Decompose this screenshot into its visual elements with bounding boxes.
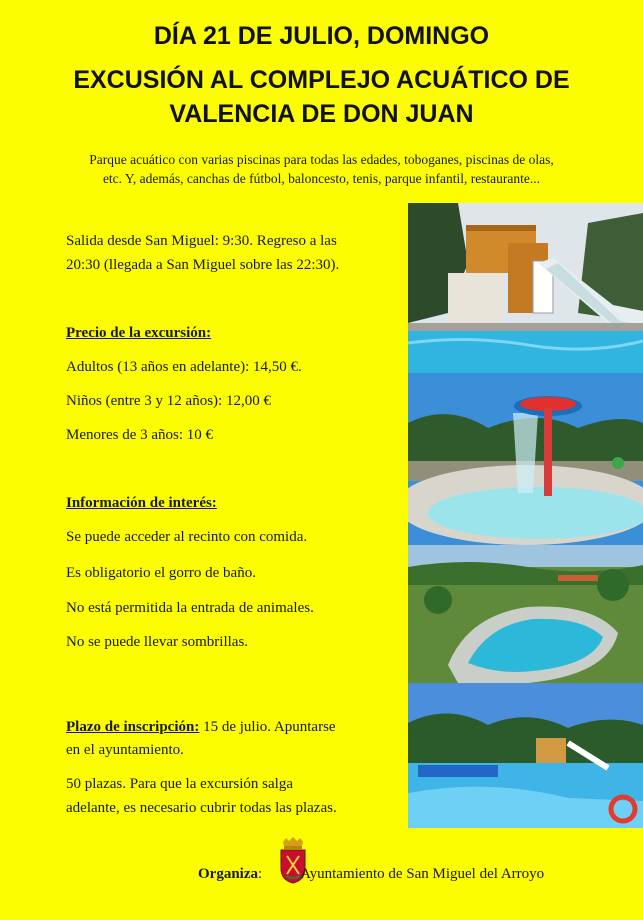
- organizer-label: Organiza: [198, 866, 258, 882]
- date-heading: DÍA 21 DE JULIO, DOMINGO: [153, 22, 490, 50]
- price-heading: Precio de la excursión:: [66, 325, 212, 341]
- price-infants: Menores de 3 años: 10 €: [66, 427, 214, 443]
- registration-heading: Plazo de inscripción:: [66, 719, 200, 735]
- info-item: No se puede llevar sombrillas.: [66, 634, 249, 650]
- organizer-line: [198, 866, 544, 883]
- price-adults: Adultos (13 años en adelante): 14,50 €.: [66, 359, 302, 375]
- organizer-name: Ayuntamiento de San Miguel del Arroyo: [300, 866, 545, 882]
- registration-line-4: adelante, es necesario cubrir todas las plazas.: [66, 800, 337, 816]
- info-item: Es obligatorio el gorro de baño.: [66, 565, 256, 581]
- info-item: No está permitida la entrada de animales.: [66, 600, 314, 616]
- title-line-2: VALENCIA DE DON JUAN: [169, 100, 474, 128]
- price-children: Niños (entre 3 y 12 años): 12,00 €: [66, 393, 271, 409]
- intro-line-2: etc. Y, además, canchas de fútbol, baloncesto, tenis, parque infantil, restaurante...: [102, 171, 541, 186]
- photo-kids-pool-slides: [408, 683, 643, 828]
- intro-text: [40, 150, 603, 188]
- registration-deadline: 15 de julio. Apuntarse: [199, 719, 336, 735]
- intro-line-1: Parque acuático con varias piscinas para todas las edades, toboganes, piscinas de olas,: [89, 152, 554, 167]
- registration-line-3: 50 plazas. Para que la excursión salga: [66, 776, 293, 792]
- photo-water-slide-tower: [408, 203, 643, 373]
- photo-mushroom-fountain: [408, 373, 643, 545]
- schedule-line-1: Salida desde San Miguel: 9:30. Regreso a las: [66, 233, 337, 249]
- info-item: Se puede acceder al recinto con comida.: [66, 529, 308, 545]
- registration-line-2: en el ayuntamiento.: [66, 742, 184, 758]
- organizer-colon: :: [258, 866, 263, 882]
- photo-aerial-pool-view: [408, 545, 643, 683]
- info-heading: Información de interés:: [66, 495, 217, 511]
- schedule-line-2: 20:30 (llegada a San Miguel sobre las 22:30).: [66, 257, 340, 273]
- registration-line-1: [66, 716, 336, 738]
- title-line-1: EXCUSIÓN AL COMPLEJO ACUÁTICO DE: [73, 66, 570, 94]
